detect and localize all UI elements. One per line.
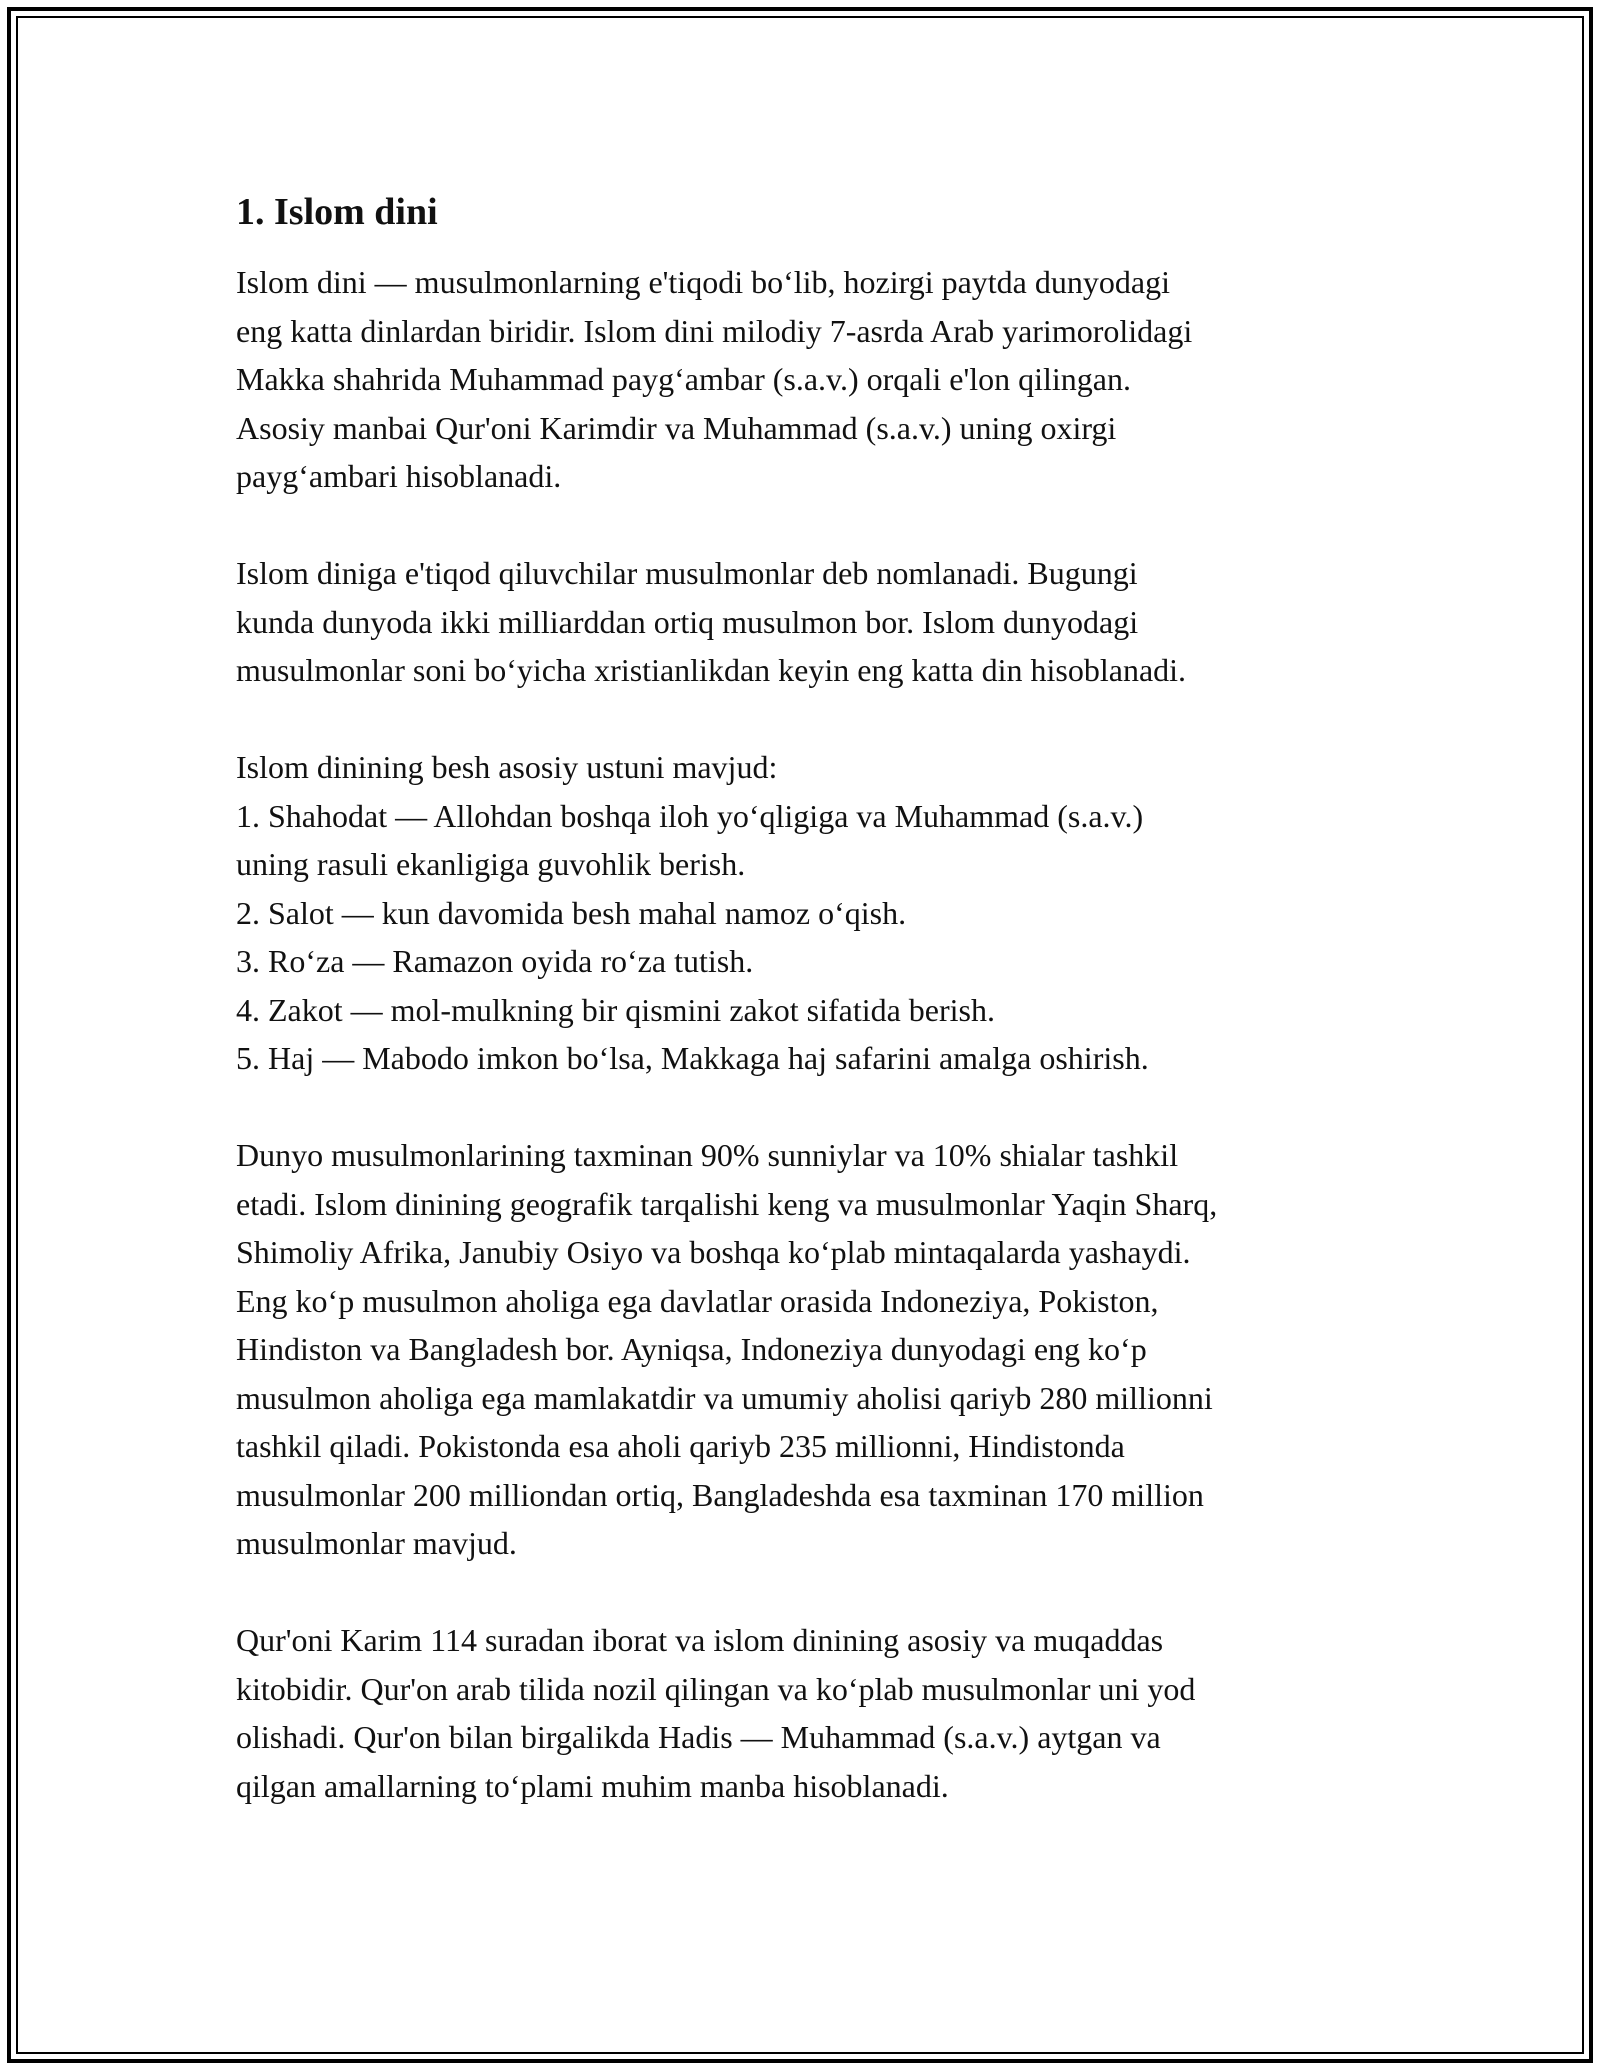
text-line: qilgan amallarning to‘plami muhim manba hisoblanadi. xyxy=(236,1767,949,1804)
text-line: Eng ko‘p musulmon aholiga ega davlatlar orasida Indoneziya, Pokiston, xyxy=(236,1282,1159,1319)
text-line: tashkil qiladi. Pokistonda esa aholi qariyb 235 millionni, Hindistonda xyxy=(236,1428,1125,1464)
text-line: payg‘ambari hisoblanadi. xyxy=(236,458,562,494)
text-line: 4. Zakot — mol-mulkning bir qismini zakot sifatida berish. xyxy=(236,991,995,1028)
text-line: Islom dini — musulmonlarning e'tiqodi bo‘lib, hozirgi paytda dunyodagi xyxy=(236,264,1170,300)
paragraph-container xyxy=(236,258,1386,1810)
text-line: 5. Haj — Mabodo imkon bo‘lsa, Makkaga haj safarini amalga oshirish. xyxy=(236,1040,1149,1076)
paragraph xyxy=(236,1131,1386,1568)
text-line: musulmonlar mavjud. xyxy=(236,1525,517,1561)
text-line: olishadi. Qur'on bilan birgalikda Hadis — Muhammad (s.a.v.) aytgan va xyxy=(236,1719,1161,1755)
section-heading: 1. Islom dini xyxy=(236,191,438,233)
text-line: Dunyo musulmonlarining taxminan 90% sunniylar va 10% shialar tashkil xyxy=(236,1137,1179,1173)
text-line: musulmonlar soni bo‘yicha xristianlikdan keyin eng katta din hisoblanadi. xyxy=(236,652,1187,688)
text-line: kitobidir. Qur'on arab tilida nozil qilingan va ko‘plab musulmonlar uni yod xyxy=(236,1670,1196,1707)
text-line: 2. Salot — kun davomida besh mahal namoz o‘qish. xyxy=(236,894,907,931)
paragraph xyxy=(236,549,1386,695)
document-body xyxy=(236,188,1386,1859)
text-line: musulmon aholiga ega mamlakatdir va umumiy aholisi qariyb 280 millionni xyxy=(236,1379,1213,1416)
text-line: musulmonlar 200 milliondan ortiq, Bangladeshda esa taxminan 170 million xyxy=(236,1476,1204,1513)
text-line: Islom dinining besh asosiy ustuni mavjud: xyxy=(236,749,778,785)
text-line: Makka shahrida Muhammad payg‘ambar (s.a.v.) orqali e'lon qilingan. xyxy=(236,361,1131,397)
text-line: Hindiston va Bangladesh bor. Ayniqsa, Indoneziya dunyodagi eng ko‘p xyxy=(236,1331,1147,1367)
text-line: kunda dunyoda ikki milliarddan ortiq musulmon bor. Islom dunyodagi xyxy=(236,603,1139,640)
text-line: Qur'oni Karim 114 suradan iborat va islom dinining asosiy va muqaddas xyxy=(236,1622,1164,1658)
text-line: uning rasuli ekanligiga guvohlik berish. xyxy=(236,846,746,882)
text-line: Shimoliy Afrika, Janubiy Osiyo va boshqa ko‘plab mintaqalarda yashaydi. xyxy=(236,1234,1191,1270)
text-line: etadi. Islom dinining geografik tarqalishi keng va musulmonlar Yaqin Sharq, xyxy=(236,1185,1218,1222)
text-line: eng katta dinlardan biridir. Islom dini milodiy 7-asrda Arab yarimorolidagi xyxy=(236,312,1193,349)
paragraph xyxy=(236,743,1386,1083)
paragraph xyxy=(236,1616,1386,1810)
text-line: 1. Shahodat — Allohdan boshqa iloh yo‘qligiga va Muhammad (s.a.v.) xyxy=(236,797,1144,834)
text-line: 3. Ro‘za — Ramazon oyida ro‘za tutish. xyxy=(236,943,754,979)
text-line: Islom diniga e'tiqod qiluvchilar musulmonlar deb nomlanadi. Bugungi xyxy=(236,555,1138,591)
paragraph xyxy=(236,258,1386,501)
text-line: Asosiy manbai Qur'oni Karimdir va Muhammad (s.a.v.) uning oxirgi xyxy=(236,409,1117,446)
